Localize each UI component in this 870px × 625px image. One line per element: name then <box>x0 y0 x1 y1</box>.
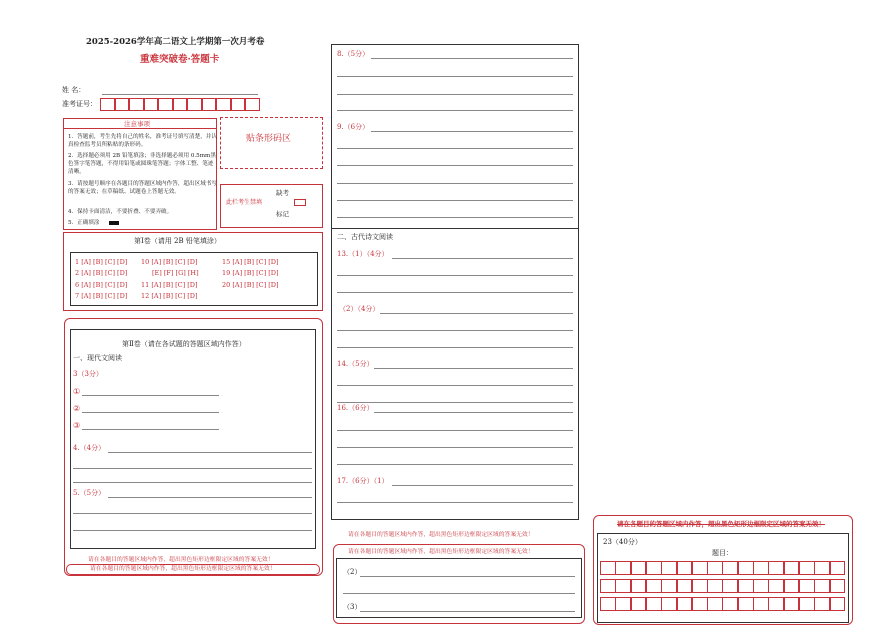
answer-line[interactable] <box>337 330 573 331</box>
essay-grid-cell[interactable] <box>615 561 631 575</box>
answer-line[interactable] <box>82 412 219 413</box>
bubble-row[interactable]: 7 [A] [B] [C] [D] <box>75 292 128 300</box>
essay-grid-cell[interactable] <box>707 579 723 593</box>
answer-line[interactable] <box>82 429 219 430</box>
boundary-warning: 请在各题目的答题区域内作答，超出黑色矩形边框限定区域的答案无效！ <box>88 557 274 563</box>
bubble-row[interactable]: [E] [F] [G] [H] <box>152 269 199 277</box>
question-5-label: 5.（5分） <box>73 489 106 497</box>
absent-label-bottom: 标记 <box>276 210 289 218</box>
answer-line[interactable] <box>337 347 573 348</box>
boundary-warning-col2: 请在各题目的答题区域内作答，超出黑色矩形边框限定区域的答案无效！ <box>348 532 534 538</box>
notice-item-1: 1．答题前，考生先将自己的姓名，准考证号填写清楚，并认真检查监考员所粘贴的条形码。 <box>68 134 217 148</box>
answer-line[interactable] <box>360 611 575 612</box>
essay-grid-cell[interactable] <box>692 597 708 611</box>
essay-grid-cell[interactable] <box>646 597 662 611</box>
boundary-warning-2: 请在各题目的答题区域内作答，超出黑色矩形边框限定区域的答案无效！ <box>90 566 276 572</box>
answer-line[interactable] <box>337 110 573 111</box>
essay-grid-cell[interactable] <box>677 579 693 593</box>
essay-grid-cell[interactable] <box>661 561 677 575</box>
name-field[interactable] <box>102 94 258 95</box>
essay-grid-cell[interactable] <box>677 561 693 575</box>
essay-grid-cell[interactable] <box>631 597 647 611</box>
essay-grid-cell[interactable] <box>784 597 800 611</box>
notice-item-5: 5．正确填涂 <box>68 220 100 226</box>
part2-title: 第Ⅱ卷（请在各试题的答题区域内作答） <box>122 340 246 348</box>
page-subtitle: 重难突破卷·答题卡 <box>140 54 220 65</box>
essay-grid-cell[interactable] <box>631 579 647 593</box>
answer-line[interactable] <box>337 94 573 95</box>
q3-mark-3: ③ <box>73 421 81 430</box>
q3-mark-1: ① <box>73 387 81 396</box>
answer-line[interactable] <box>371 131 573 132</box>
essay-grid-cell[interactable] <box>753 561 769 575</box>
question-17-2-label: （2） <box>343 568 362 576</box>
question-16-label: 16.（6分） <box>337 404 374 412</box>
barcode-label: 贴条形码区 <box>246 134 292 144</box>
essay-grid-cell[interactable] <box>784 579 800 593</box>
answer-line[interactable] <box>337 385 573 386</box>
essay-grid-cell[interactable] <box>814 579 830 593</box>
question-13-1-label: 13.（1）（4分） <box>337 250 389 258</box>
essay-grid-cell[interactable] <box>753 579 769 593</box>
name-label: 姓 名： <box>62 86 86 94</box>
answer-line[interactable] <box>392 258 573 259</box>
bubble-row[interactable]: 19 [A] [B] [C] [D] <box>222 269 279 277</box>
essay-grid-cell[interactable] <box>768 579 784 593</box>
answer-line[interactable] <box>337 165 573 166</box>
answer-line[interactable] <box>374 412 573 413</box>
answer-line[interactable] <box>73 530 312 531</box>
answer-line[interactable] <box>73 513 312 514</box>
essay-grid-cell[interactable] <box>830 579 846 593</box>
answer-line[interactable] <box>108 497 312 498</box>
answer-line[interactable] <box>337 148 573 149</box>
boundary-warning-col3: 请在各题目的答题区域内作答，超出黑色矩形边框限定区域的答案无效！ <box>617 520 825 528</box>
part1-title: 第Ⅰ卷（请用 2B 铅笔填涂） <box>134 237 221 245</box>
question-14-label: 14.（5分） <box>337 360 374 368</box>
answer-line[interactable] <box>343 593 575 594</box>
essay-grid-cell[interactable] <box>600 579 616 593</box>
essay-grid-cell[interactable] <box>631 561 647 575</box>
essay-grid-cell[interactable] <box>707 561 723 575</box>
notice-item-2: 2．选择题必须用 2B 铅笔填涂；非选择题必须用 0.5mm黑色签字笔答题，不得用铅笔或圆珠笔答题；字体工整、笔迹清晰。 <box>68 153 216 175</box>
bubble-row[interactable]: 20 [A] [B] [C] [D] <box>222 281 279 289</box>
answer-line[interactable] <box>337 76 573 77</box>
exam-number-boxes[interactable] <box>100 98 260 112</box>
essay-grid-cell[interactable] <box>722 579 738 593</box>
essay-grid-cell[interactable] <box>830 597 846 611</box>
answer-line[interactable] <box>337 430 573 431</box>
notice-item-3: 3．请按题号顺序在各题目的答题区域内作答，超出区域书写的答案无效；在草稿纸、试题卷上答题无效。 <box>68 181 217 195</box>
bubble-row[interactable]: 15 [A] [B] [C] [D] <box>222 258 279 266</box>
essay-grid-cell[interactable] <box>692 579 708 593</box>
answer-line[interactable] <box>337 447 573 448</box>
essay-grid-cell[interactable] <box>615 597 631 611</box>
q3-mark-2: ② <box>73 404 81 413</box>
essay-grid-cell[interactable] <box>600 561 616 575</box>
answer-line[interactable] <box>371 58 573 59</box>
answer-line[interactable] <box>337 275 573 276</box>
col2b-inner <box>336 558 582 618</box>
question-17-3-label: （3） <box>343 603 362 611</box>
essay-grid-cell[interactable] <box>600 597 616 611</box>
essay-grid-cell[interactable] <box>738 597 754 611</box>
answer-line[interactable] <box>360 576 575 577</box>
question-8-label: 8.（5分） <box>337 50 370 58</box>
essay-grid-cell[interactable] <box>615 579 631 593</box>
answer-line[interactable] <box>337 464 573 465</box>
essay-grid-cell[interactable] <box>692 561 708 575</box>
essay-grid-cell[interactable] <box>738 561 754 575</box>
answer-line[interactable] <box>108 452 312 453</box>
question-3-label: 3（3分） <box>73 370 103 378</box>
absent-label-top: 缺考 <box>276 189 289 197</box>
absent-checkbox[interactable] <box>294 199 306 206</box>
essay-grid-cell[interactable] <box>753 597 769 611</box>
question-17-label: 17.（6分）（1） <box>337 477 389 485</box>
essay-grid-cell[interactable] <box>661 579 677 593</box>
essay-grid-cell[interactable] <box>722 561 738 575</box>
answer-line[interactable] <box>337 183 573 184</box>
question-4-label: 4.（4分） <box>73 444 106 452</box>
answer-line[interactable] <box>380 313 573 314</box>
fill-example-mark <box>109 221 119 225</box>
essay-grid-cell[interactable] <box>707 597 723 611</box>
essay-grid-cell[interactable] <box>738 579 754 593</box>
essay-grid-cell[interactable] <box>646 579 662 593</box>
divider <box>331 228 579 229</box>
answer-line[interactable] <box>337 502 573 503</box>
essay-grid-cell[interactable] <box>722 597 738 611</box>
exam-number-label: 准考证号： <box>62 100 97 108</box>
answer-line[interactable] <box>82 395 219 396</box>
answer-line[interactable] <box>337 200 573 201</box>
essay-grid-cell[interactable] <box>814 597 830 611</box>
essay-grid-cell[interactable] <box>784 561 800 575</box>
essay-grid-cell[interactable] <box>646 561 662 575</box>
col2-box <box>331 44 579 520</box>
essay-grid-cell[interactable] <box>814 561 830 575</box>
absent-note: 此栏考生禁填 <box>226 199 263 206</box>
bubble-row[interactable]: 6 [A] [B] [C] [D] <box>75 281 128 289</box>
answer-line[interactable] <box>73 468 312 469</box>
essay-grid-cell[interactable] <box>768 561 784 575</box>
answer-line[interactable] <box>337 402 573 403</box>
answer-line[interactable] <box>374 368 573 369</box>
page-title: 2025-2026学年高二语文上学期第一次月考卷 <box>86 37 265 47</box>
essay-grid-cell[interactable] <box>799 597 815 611</box>
question-9-label: 9.（6分） <box>337 123 370 131</box>
essay-grid-cell[interactable] <box>677 597 693 611</box>
bubble-row[interactable]: 12 [A] [B] [C] [D] <box>141 292 198 300</box>
bubble-row[interactable]: 10 [A] [B] [C] [D] <box>141 258 198 266</box>
section-heading: 一、现代文阅读 <box>73 354 122 362</box>
boundary-warning-col2b: 请在各题目的答题区域内作答，超出黑色矩形边框限定区域的答案无效！ <box>348 549 534 555</box>
notice-title: 注意事项 <box>124 120 150 128</box>
essay-grid-cell[interactable] <box>799 561 815 575</box>
essay-grid-cell[interactable] <box>830 561 846 575</box>
question-13-2-label: （2）（4分） <box>339 305 380 313</box>
bubble-row[interactable]: 2 [A] [B] [C] [D] <box>75 269 128 277</box>
question-23-label: 23（40分） <box>603 538 642 546</box>
notice-item-4: 4．保持卡面清洁，不要折叠、不要弄破。 <box>68 209 173 215</box>
answer-line[interactable] <box>337 217 573 218</box>
answer-line[interactable] <box>73 482 312 483</box>
bubble-row[interactable]: 11 [A] [B] [C] [D] <box>141 281 198 289</box>
essay-grid-cell[interactable] <box>661 597 677 611</box>
essay-grid[interactable] <box>600 559 846 615</box>
answer-line[interactable] <box>337 292 573 293</box>
section-heading-2: 二、古代诗文阅读 <box>337 233 393 241</box>
essay-grid-cell[interactable] <box>768 597 784 611</box>
essay-grid-cell[interactable] <box>799 579 815 593</box>
answer-line[interactable] <box>392 485 573 486</box>
essay-topic-label: 题目： <box>712 549 733 557</box>
bubble-row[interactable]: 1 [A] [B] [C] [D] <box>75 258 128 266</box>
